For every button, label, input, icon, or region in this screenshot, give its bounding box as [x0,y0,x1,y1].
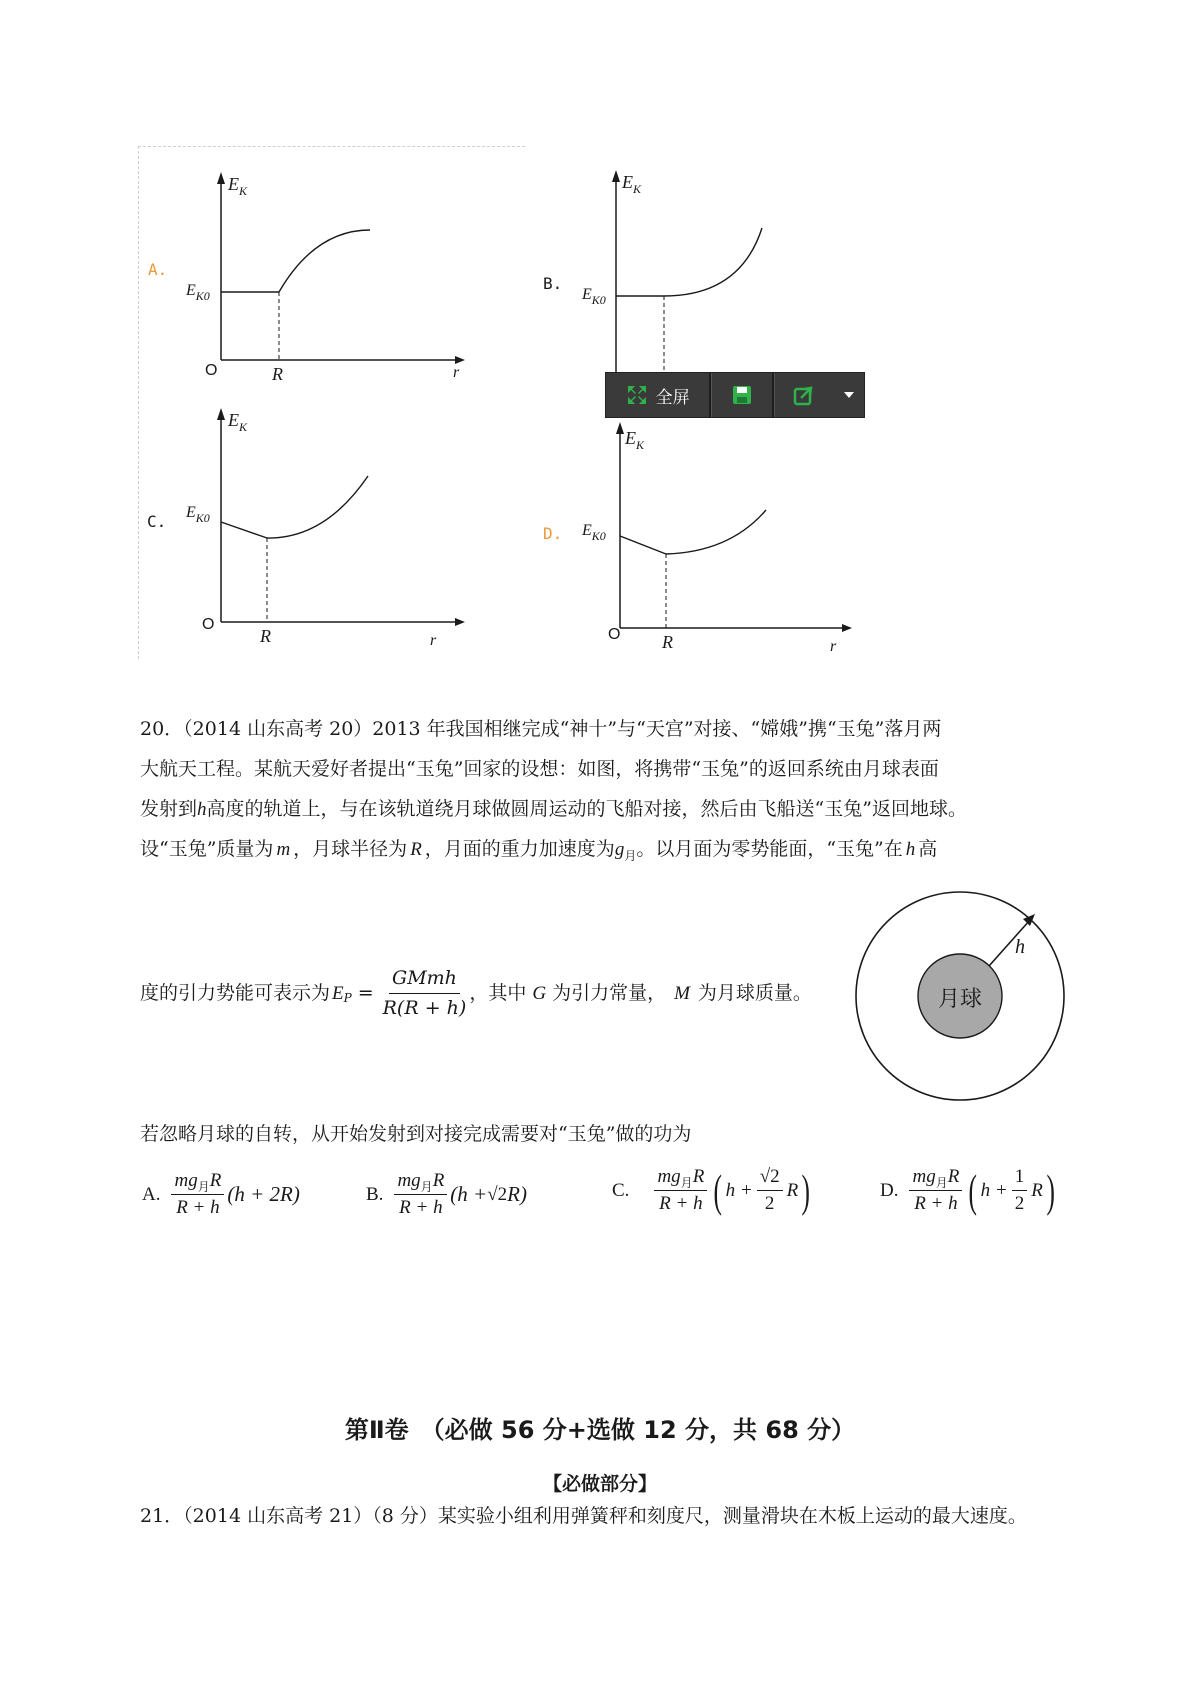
section-subtitle: 【必做部分】 [542,1473,657,1495]
graph-b-ek0-label: $E_{K0}$ [582,286,606,307]
q20-line-5-formula: 度的引力势能可表示为 E P = $\frac{\text{GMmh}}{R(R + h)}$ ，其中 G 为引力常量， M 为月球质量。 [140,967,812,1019]
graph-d-ek0-label: $E_{K0}$ [582,522,606,543]
fullscreen-icon [626,384,648,406]
graph-a-origin: O [205,362,218,379]
answer-a: A. $\frac{mg_月R}{R + h}$ (h + 2R) [142,1170,300,1218]
image-toolbar [605,372,865,418]
graph-d-ek-label: $E_K$ [625,428,645,452]
potential-energy-fraction: $\frac{\text{GMmh}}{R(R + h)}$ [382,967,467,1019]
q20-line-2: 大航天工程。某航天爱好者提出“玉兔”回家的设想：如图，将携带“玉兔”的返回系统由月球表面 [140,758,939,780]
save-icon [731,384,753,406]
graph-c-ek0-label: $E_{K0}$ [186,504,210,525]
q20-line-6: 若忽略月球的自转，从开始发射到对接完成需要对“玉兔”做的功为 [140,1123,692,1145]
answer-d: D. $\frac{mg_月R}{R + h}$ ( h + $\frac{1}{2}$ R ) [880,1164,1055,1216]
graph-a-r-axis: r [453,364,460,381]
answer-c: C. $\frac{mg_月R}{R + h}$ ( h + $\frac{√2}{2}$ R ) [612,1164,811,1216]
graph-a-ek-label: $E_K$ [228,174,248,198]
q20-line-3: 发射到h高度的轨道上，与在该轨道绕月球做圆周运动的飞船对接，然后由飞船送“玉兔”返回地球。 [140,798,967,820]
orbit-height-label: h [1015,936,1025,958]
graph-b-ek-label: $E_K$ [622,172,642,196]
graph-d-r-axis: r [830,638,837,655]
section-title: 第Ⅱ卷 （必做 56 分+选做 12 分，共 68 分） [344,1416,856,1444]
toolbar-dropdown-button[interactable] [834,373,864,417]
q20-line-1: 20．（2014 山东高考 20）2013 年我国相继完成“神十”与“天宫”对接、“嫦娥”携“玉兔”落月两 [140,718,942,740]
graph-d-origin: O [608,626,621,643]
fullscreen-label: 全屏 [655,387,690,408]
graph-c-origin: O [202,616,215,633]
open-paren: ( [713,1164,723,1216]
moon-label: 月球 [938,987,983,1012]
graph-c-r-mark: R [260,626,271,646]
share-icon [793,384,815,406]
save-button[interactable] [712,373,772,417]
share-button[interactable] [775,373,835,417]
dropdown-arrow-icon [843,391,855,399]
graph-a-r-mark: R [272,364,283,384]
graph-b-letter: B. [543,274,563,293]
close-paren: ) [1046,1164,1055,1216]
graph-a-letter: A. [148,260,168,279]
q21-line-1: 21．（2014 山东高考 21）（8 分）某实验小组利用弹簧秤和刻度尺，测量滑块在木板上运动的最大速度。 [140,1505,1027,1527]
graph-c-r-axis: r [430,632,437,649]
fullscreen-button[interactable] [606,373,709,417]
graph-c-letter: C. [147,512,167,531]
graph-a-ek0-label: $E_{K0}$ [186,282,210,303]
graph-b [540,168,870,392]
graph-d-r-mark: R [662,632,673,652]
answer-b: B. $\frac{mg_月R}{R + h}$ (h + √2 R) [366,1170,527,1218]
q20-line-4: 设“玉兔”质量为 m ，月球半径为 R ，月面的重力加速度为$g_月$。以月面为零势能面，“玉兔”在 h 高 [140,838,938,863]
open-paren: ( [968,1164,978,1216]
graph-c-ek-label: $E_K$ [228,410,248,434]
graph-d-letter: D. [543,524,563,543]
close-paren: ) [801,1164,811,1216]
